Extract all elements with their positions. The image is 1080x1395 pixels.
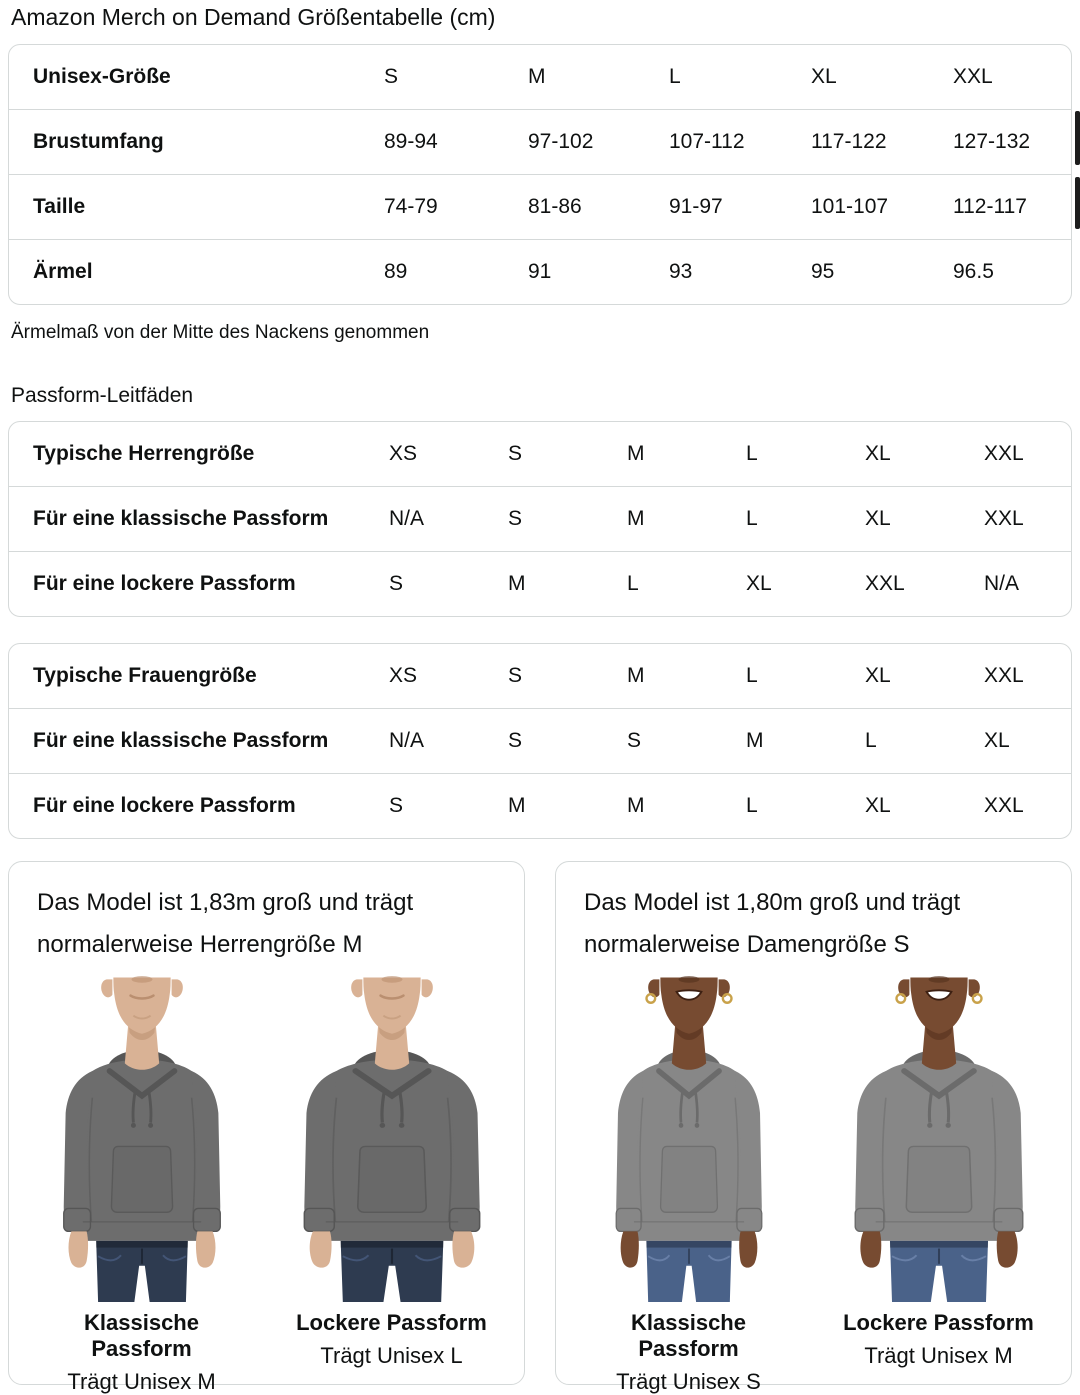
fit-label: Lockere Passform xyxy=(843,1310,1034,1335)
row-label: Für eine klassische Passform xyxy=(33,729,329,752)
row-label: Brustumfang xyxy=(33,130,164,153)
table-cell: 93 xyxy=(669,260,693,283)
right-edge-scrollbar-fragment[interactable] xyxy=(1075,111,1080,165)
model-description xyxy=(580,882,1047,966)
table-cell: L xyxy=(627,572,639,595)
table-cell: XS xyxy=(389,664,418,687)
model-photo-female-loose-fit xyxy=(834,972,1044,1302)
size-worn-label: Trägt Unisex M xyxy=(864,1343,1013,1368)
table-row xyxy=(9,486,1071,551)
table-cell: XL xyxy=(865,794,891,817)
table-cell: L xyxy=(746,442,758,465)
sleeve-measure-note: Ärmelmaß von der Mitte des Nackens genommen xyxy=(11,322,430,343)
row-label: Unisex-Größe xyxy=(33,65,171,88)
column-header: XL xyxy=(811,65,837,88)
table-cell: 81-86 xyxy=(528,195,582,218)
table-cell: 89-94 xyxy=(384,130,438,153)
column-header: L xyxy=(669,65,681,88)
womens-fit-table xyxy=(8,643,1072,839)
table-cell: L xyxy=(865,729,877,752)
model-figure xyxy=(37,972,247,1395)
table-row xyxy=(9,708,1071,773)
table-cell: XXL xyxy=(984,507,1024,530)
unisex-size-table xyxy=(8,44,1072,305)
fit-label: Klassische Passform xyxy=(631,1310,746,1361)
size-worn-label: Trägt Unisex L xyxy=(320,1343,463,1368)
fit-guides-heading: Passform-Leitfäden xyxy=(11,384,194,407)
table-cell: S xyxy=(508,664,523,687)
mens-model-card xyxy=(8,861,525,1394)
table-cell: XXL xyxy=(984,664,1024,687)
model-description-line2: normalerweise Damengröße S xyxy=(584,931,910,958)
model-figure xyxy=(834,972,1044,1395)
table-cell: 91 xyxy=(528,260,552,283)
table-cell: 112-117 xyxy=(953,195,1027,218)
row-label: Für eine lockere Passform xyxy=(33,794,296,817)
womens-model-card xyxy=(555,861,1072,1394)
table-cell: M xyxy=(627,507,645,530)
table-cell: 89 xyxy=(384,260,408,283)
table-cell: XXL xyxy=(984,442,1024,465)
table-cell: S xyxy=(389,794,404,817)
figure-group xyxy=(580,972,1047,1395)
row-label: Für eine lockere Passform xyxy=(33,572,296,595)
row-label: Typische Herrengröße xyxy=(33,442,255,465)
table-cell: 97-102 xyxy=(528,130,594,153)
table-cell: L xyxy=(746,507,758,530)
table-cell: S xyxy=(508,442,523,465)
model-description-line2: normalerweise Herrengröße M xyxy=(37,931,363,958)
row-label: Ärmel xyxy=(33,260,93,283)
model-cards xyxy=(8,861,1072,1394)
right-edge-scrollbar-fragment[interactable] xyxy=(1075,177,1080,229)
table-cell: 91-97 xyxy=(669,195,723,218)
table-row xyxy=(9,773,1071,838)
table-cell: 107-112 xyxy=(669,130,745,153)
table-cell: M xyxy=(508,572,526,595)
table-cell: XL xyxy=(865,507,891,530)
figure-group xyxy=(33,972,500,1395)
model-description-line1: Das Model ist 1,83m groß und trägt xyxy=(37,889,414,916)
model-photo-male-loose-fit xyxy=(287,972,497,1302)
row-label: Taille xyxy=(33,195,86,218)
table-cell: 74-79 xyxy=(384,195,438,218)
table-row xyxy=(9,109,1071,174)
table-cell: M xyxy=(508,794,526,817)
table-row xyxy=(9,644,1071,708)
table-cell: M xyxy=(627,664,645,687)
table-cell: XXL xyxy=(984,794,1024,817)
table-cell: 96.5 xyxy=(953,260,994,283)
table-cell: XL xyxy=(984,729,1010,752)
fit-label: Lockere Passform xyxy=(296,1310,487,1335)
table-cell: S xyxy=(508,507,523,530)
row-label: Für eine klassische Passform xyxy=(33,507,329,530)
table-row xyxy=(9,551,1071,616)
table-cell: 95 xyxy=(811,260,835,283)
fit-label: Klassische Passform xyxy=(84,1310,199,1361)
table-cell: 101-107 xyxy=(811,195,889,218)
table-row xyxy=(9,422,1071,486)
table-cell: L xyxy=(746,664,758,687)
size-worn-label: Trägt Unisex S xyxy=(616,1369,761,1394)
table-header-row xyxy=(9,45,1071,109)
table-cell: M xyxy=(627,442,645,465)
model-photo-male-classic-fit xyxy=(37,972,247,1302)
table-cell: S xyxy=(508,729,523,752)
page-title: Amazon Merch on Demand Größentabelle (cm) xyxy=(11,4,496,30)
model-photo-female-classic-fit xyxy=(584,972,794,1302)
table-cell: S xyxy=(389,572,404,595)
model-figure xyxy=(287,972,497,1395)
table-cell: M xyxy=(746,729,764,752)
table-cell: 117-122 xyxy=(811,130,887,153)
column-header: S xyxy=(384,65,399,88)
table-cell: XXL xyxy=(865,572,905,595)
size-worn-label: Trägt Unisex M xyxy=(67,1369,216,1394)
table-cell: S xyxy=(627,729,642,752)
table-cell: XL xyxy=(865,664,891,687)
row-label: Typische Frauengröße xyxy=(33,664,257,687)
table-cell: N/A xyxy=(389,729,425,752)
table-cell: L xyxy=(746,794,758,817)
table-row xyxy=(9,174,1071,239)
table-cell: M xyxy=(627,794,645,817)
model-figure xyxy=(584,972,794,1395)
model-description xyxy=(33,882,500,966)
table-cell: XL xyxy=(865,442,891,465)
column-header: M xyxy=(528,65,546,88)
table-cell: XS xyxy=(389,442,418,465)
table-cell: N/A xyxy=(984,572,1020,595)
mens-fit-table xyxy=(8,421,1072,617)
table-cell: XL xyxy=(746,572,772,595)
table-cell: 127-132 xyxy=(953,130,1031,153)
column-header: XXL xyxy=(953,65,993,88)
table-row xyxy=(9,239,1071,304)
table-cell: N/A xyxy=(389,507,425,530)
model-description-line1: Das Model ist 1,80m groß und trägt xyxy=(584,889,961,916)
